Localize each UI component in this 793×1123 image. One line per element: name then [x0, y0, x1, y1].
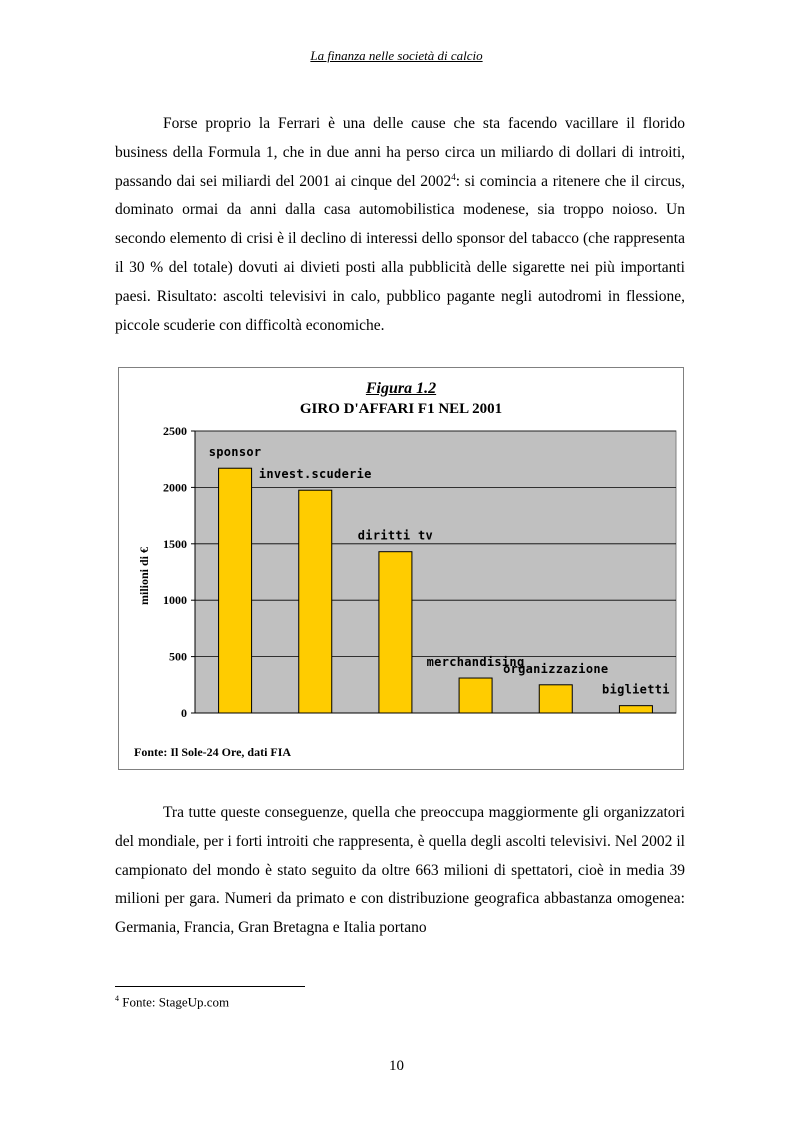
- paragraph-1: [115, 110, 685, 340]
- footnote-text: Fonte: StageUp.com: [119, 994, 230, 1010]
- paragraph-2: [115, 799, 685, 943]
- page-number: 10: [389, 1058, 404, 1074]
- paragraph-1-text-a: Forse proprio la Ferrari è una delle cause che sta facendo vacillare il florido business della Formula 1, che in due anni ha perso circa un miliardo di dollari di introiti, passando dai sei miliardi del 2001 ai cinque del 2002: [115, 115, 685, 190]
- paragraph-2-text: Tra tutte queste conseguenze, quella che preoccupa maggiormente gli organizzatori del mondiale, per i forti introiti che rappresenta, è quella degli ascolti televisivi. Nel 2002 il campionato del mondo è stato seguito da oltre 663 milioni di spettatori, cioè in media 39 milioni per gara. Numeri da primato e con distribuzione geografica abbastanza omogenea: Germania, Francia, Gran Bretagna e Italia portano: [115, 804, 685, 937]
- bar-chart: [118, 367, 684, 770]
- bar-category-label: biglietti: [602, 682, 670, 697]
- figure-source: Fonte: Il Sole-24 Ore, dati FIA: [134, 745, 292, 759]
- bar-category-label: merchandising: [426, 655, 525, 670]
- y-tick-label: 2000: [163, 480, 187, 495]
- paragraph-1-text-b: : si comincia a ritenere che il circus, dominato ormai da anni dalla casa automobilistica modenese, sia troppo noioso. Un secondo elemento di crisi è il declino di interessi dello sponsor del tabacco (che rappresenta il 30 % del totale) dovuti ai divieti posti alla pubblicità delle sigarette nei più importanti paesi. Risultato: ascolti televisivi in calo, pubblico pagante negli autodromi in flessione, piccole scuderie con difficoltà economiche.: [115, 172, 685, 334]
- running-title: La finanza nelle società di calcio: [310, 48, 483, 63]
- bar-category-label: organizzazione: [503, 661, 609, 676]
- y-tick-label: 2500: [163, 424, 187, 438]
- y-tick-label: 1000: [163, 593, 187, 608]
- bar: [379, 552, 412, 713]
- footnote: [115, 994, 229, 1010]
- y-tick-label: 1500: [163, 536, 187, 551]
- bar-category-label: diritti tv: [357, 528, 434, 543]
- footnote-ref: 4: [451, 171, 456, 182]
- footnote-rule: [115, 986, 305, 987]
- bar-category-label: invest.scuderie: [258, 467, 372, 482]
- y-axis-label: milioni di €: [137, 546, 151, 606]
- bar: [459, 678, 492, 713]
- footnote-number: 4: [115, 994, 119, 1003]
- y-tick-label: 0: [181, 706, 187, 720]
- bar: [219, 468, 252, 713]
- bar: [539, 685, 572, 713]
- y-tick-label: 500: [169, 649, 187, 664]
- chart-title: GIRO D'AFFARI F1 NEL 2001: [299, 401, 503, 417]
- running-header: [0, 48, 793, 64]
- bar-category-label: sponsor: [208, 445, 262, 460]
- bar: [299, 490, 332, 713]
- figure-label: Figura 1.2: [365, 380, 437, 397]
- bar: [619, 706, 652, 713]
